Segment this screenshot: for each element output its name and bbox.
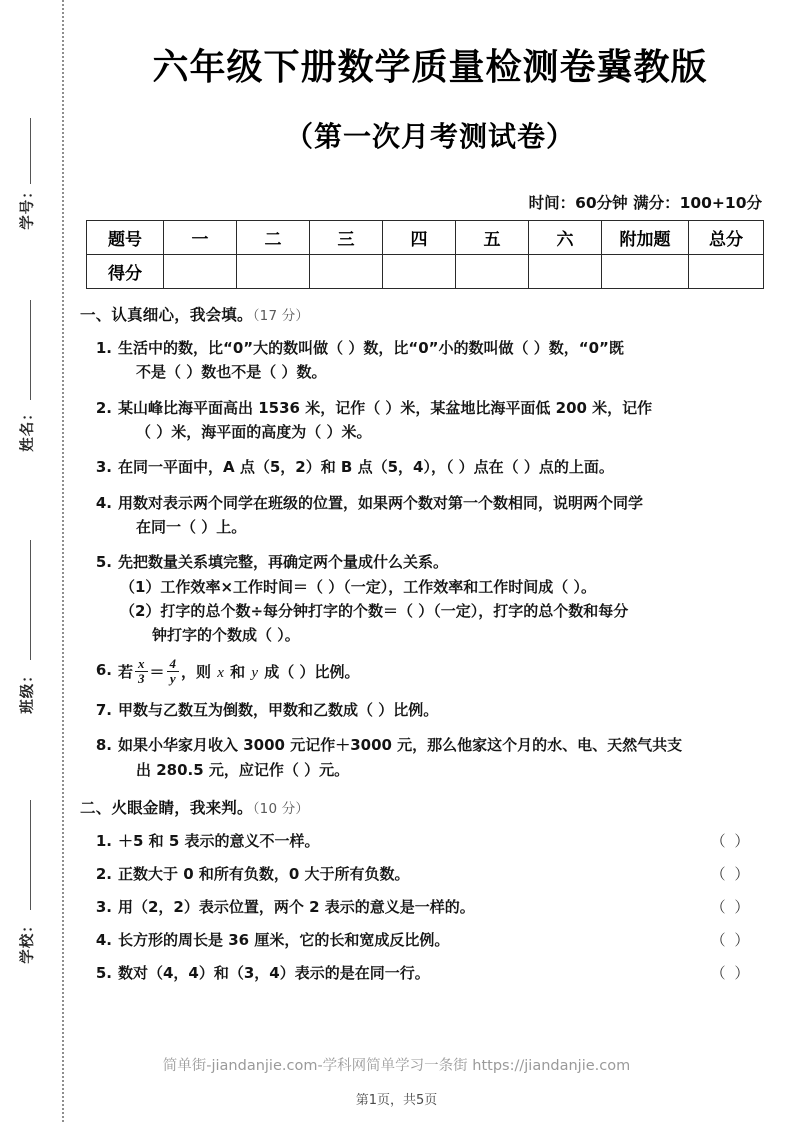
- fraction-right: [167, 657, 180, 686]
- question-line: 甲数与乙数互为倒数，甲数和乙数成（ ）比例。: [118, 700, 439, 719]
- question-sections: [80, 303, 774, 983]
- margin-rule-2: [30, 540, 31, 660]
- question-line: （2）打字的总个数÷每分钟打字的个数＝（ ）（一定），打字的总个数和每分: [120, 601, 629, 620]
- margin-label-text: 学校：: [19, 917, 36, 964]
- question-item: [86, 396, 774, 445]
- fraction-numerator: x: [135, 657, 148, 672]
- margin-label-student-number: [0, 183, 52, 230]
- question-item: [86, 733, 774, 782]
- question-text: [118, 491, 774, 540]
- page-footer: [0, 1054, 793, 1122]
- exam-meta-line: 时间：60分钟 满分：100+10分: [528, 194, 762, 213]
- question-text: [118, 658, 774, 687]
- question-item: [86, 336, 774, 385]
- question-number: 1.: [95, 831, 112, 850]
- margin-label-text: 班级：: [19, 667, 36, 714]
- margin-rule-3: [30, 800, 31, 910]
- margin-label-student-name: [0, 405, 52, 452]
- score-table-corner: 题号: [87, 221, 164, 255]
- question-number: 2.: [95, 398, 112, 417]
- question-line: 如果小华家月收入 3000 元记作＋3000 元，那么他家这个月的水、电、天然气共支: [118, 736, 683, 755]
- question-text: [118, 698, 774, 722]
- score-table-cell-6[interactable]: [602, 255, 689, 289]
- score-table-cell-0[interactable]: [164, 255, 237, 289]
- question-number: 5.: [95, 553, 112, 572]
- score-table-header-5: 五: [456, 221, 529, 255]
- question-line: 不是（ ）数也不是（ ）数。: [136, 363, 327, 382]
- question-line: 在同一（ ）上。: [136, 517, 247, 536]
- score-table-cell-2[interactable]: [310, 255, 383, 289]
- question-line: 生活中的数，比“0”大的数叫做（ ）数，比“0”小的数叫做（ ）数，“0”既: [118, 339, 624, 358]
- question-number: 3.: [95, 897, 112, 916]
- question-text: [118, 550, 774, 647]
- score-table-header-4: 四: [383, 221, 456, 255]
- question-line: 先把数量关系填完整，再确定两个量成什么关系。: [118, 553, 449, 572]
- section-points: （10 分）: [252, 800, 310, 817]
- question-text: 长方形的周长是 36 厘米，它的长和宽成反比例。: [118, 930, 450, 949]
- cut-line-dashed: [62, 0, 64, 1122]
- question-number: 4.: [95, 930, 112, 949]
- section-heading-text: 二、火眼金睛，我来判。: [80, 798, 253, 817]
- equals-sign: ＝: [149, 663, 165, 682]
- fraction-prefix: 若: [118, 663, 134, 682]
- answer-bracket[interactable]: （ ）: [710, 930, 752, 949]
- question-number: 4.: [95, 493, 112, 512]
- fraction-suffix-a: ，则: [181, 663, 217, 682]
- question-text: [118, 336, 774, 385]
- question-number: 7.: [95, 700, 112, 719]
- question-item: [86, 455, 774, 479]
- answer-bracket[interactable]: （ ）: [710, 963, 752, 982]
- section-points: （17 分）: [252, 308, 310, 325]
- question-text: 数对（4，4）和（3，4）表示的是在同一行。: [118, 963, 430, 982]
- question-line: 出 280.5 元，应记作（ ）元。: [136, 760, 350, 779]
- question-line-with-fraction: [118, 658, 774, 687]
- page-title: 六年级下册数学质量检测卷冀教版: [152, 47, 708, 88]
- question-item: [86, 550, 774, 647]
- score-table-header-3: 三: [310, 221, 383, 255]
- table-row-headers: [87, 221, 764, 255]
- question-item: [86, 658, 774, 687]
- section-heading-text: 一、认真细心，我会填。: [80, 306, 253, 325]
- page-subtitle: （第一次月考测试卷）: [284, 120, 575, 154]
- question-text: 正数大于 0 和所有负数，0 大于所有负数。: [118, 864, 410, 883]
- score-table-header-6: 六: [529, 221, 602, 255]
- question-line: 在同一平面中，A 点（5，2）和 B 点（5，4），（ ）点在（ ）点的上面。: [118, 458, 614, 477]
- question-line: （ ）米，海平面的高度为（ ）米。: [136, 423, 372, 442]
- answer-bracket[interactable]: （ ）: [710, 864, 752, 883]
- score-table: [86, 220, 764, 289]
- section-heading-section-one: [80, 303, 774, 325]
- question-number: 6.: [95, 661, 112, 680]
- answer-bracket[interactable]: （ ）: [710, 897, 752, 916]
- margin-rule-0: [30, 118, 31, 184]
- section-heading-section-two: [80, 796, 774, 818]
- question-text: [118, 396, 774, 445]
- question-text: [118, 455, 774, 479]
- question-text: 用（2，2）表示位置，两个 2 表示的意义是一样的。: [118, 897, 475, 916]
- score-table-header-2: 二: [237, 221, 310, 255]
- question-line: （1）工作效率×工作时间＝（ ）（一定），工作效率和工作时间成（ ）。: [120, 577, 596, 596]
- margin-label-school: [0, 917, 52, 964]
- margin-label-text: 姓名：: [19, 405, 36, 452]
- question-number: 2.: [95, 864, 112, 883]
- question-line: 某山峰比海平面高出 1536 米，记作（ ）米，某盆地比海平面低 200 米，记作: [118, 398, 653, 417]
- fraction-mid: 和: [224, 663, 251, 682]
- exam-sheet: [80, 0, 774, 1122]
- score-table-cell-1[interactable]: [237, 255, 310, 289]
- true-false-item: [86, 929, 774, 950]
- score-table-header-8: 总分: [689, 221, 764, 255]
- true-false-item: [86, 962, 774, 983]
- answer-bracket[interactable]: （ ）: [710, 831, 752, 850]
- true-false-item: [86, 830, 774, 851]
- question-number: 5.: [95, 963, 112, 982]
- fraction-denominator: 3: [138, 671, 145, 687]
- page-number: 第1页，共5页: [355, 1093, 438, 1108]
- score-table-cell-5[interactable]: [529, 255, 602, 289]
- watermark-text: 简单街-jiandanjie.com-学科网简单学习一条街 https://jiandanjie.com: [162, 1058, 631, 1074]
- question-number: 8.: [95, 736, 112, 755]
- score-table-header-7: 附加题: [602, 221, 689, 255]
- table-row-scores: [87, 255, 764, 289]
- question-item: [86, 698, 774, 722]
- margin-label-text: 学号：: [19, 183, 36, 230]
- question-text: [118, 733, 774, 782]
- question-text: ＋5 和 5 表示的意义不一样。: [118, 831, 320, 850]
- question-number: 1.: [95, 339, 112, 358]
- question-item: [86, 491, 774, 540]
- true-false-item: [86, 863, 774, 884]
- question-line: 钟打字的个数成（ ）。: [152, 626, 300, 645]
- fraction-left: [135, 657, 148, 686]
- score-table-cell-4[interactable]: [456, 255, 529, 289]
- margin-label-class: [0, 667, 52, 714]
- score-table-row-label: 得分: [87, 255, 164, 289]
- margin-rule-1: [30, 300, 31, 400]
- question-number: 3.: [95, 458, 112, 477]
- score-table-header-1: 一: [164, 221, 237, 255]
- math-variable-y: y: [251, 665, 259, 682]
- score-table-cell-3[interactable]: [383, 255, 456, 289]
- question-line: 用数对表示两个同学在班级的位置，如果两个数对第一个数相同，说明两个同学: [118, 493, 644, 512]
- true-false-item: [86, 896, 774, 917]
- math-variable-x: x: [217, 665, 224, 682]
- fraction-denominator: y: [169, 671, 176, 687]
- score-table-cell-7[interactable]: [689, 255, 764, 289]
- fraction-suffix-b: 成（ ）比例。: [259, 663, 360, 682]
- fraction-numerator: 4: [167, 657, 180, 672]
